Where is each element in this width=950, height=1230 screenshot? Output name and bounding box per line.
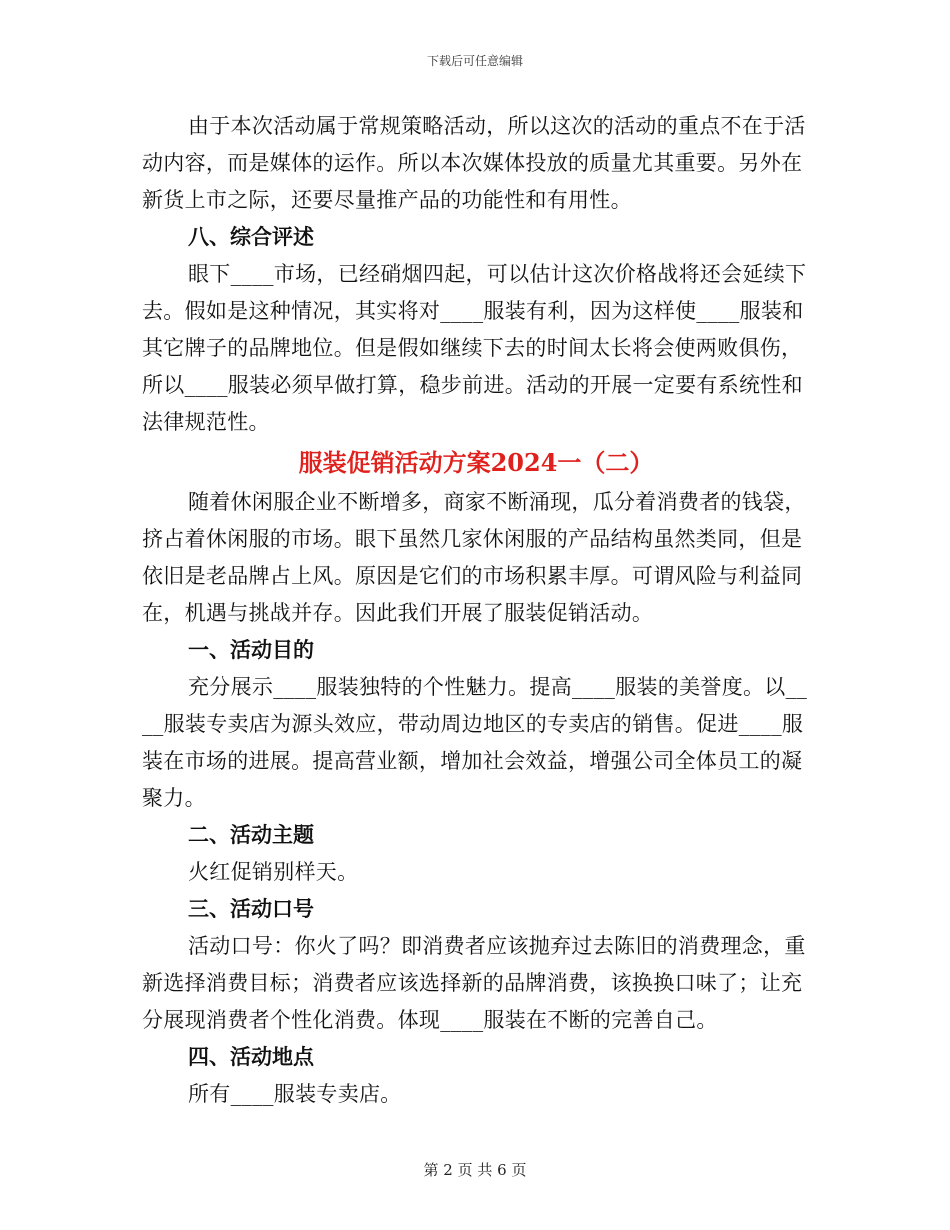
section-title: 服装促销活动方案2024一（二） <box>298 448 654 477</box>
heading-location: 四、活动地点 <box>188 1045 314 1069</box>
paragraph-slogan: 活动口号：你火了吗？即消费者应该抛弃过去陈旧的消费理念，重新选择消费目标；消费者应该选择新的品牌消费，该换换口味了；让充分展现消费者个性化消费。体现____服装在不断的完善自己。 <box>142 934 806 1032</box>
page-footer: 第 2 页 共 6 页 <box>423 1161 527 1179</box>
paragraph-location: 所有____服装专卖店。 <box>188 1082 402 1106</box>
paragraph-theme: 火红促销别样天。 <box>188 860 359 884</box>
heading-theme: 二、活动主题 <box>188 823 314 847</box>
document-body <box>142 108 810 1113</box>
page-header: 下载后可任意编辑 <box>426 54 523 68</box>
paragraph-summary: 眼下____市场，已经硝烟四起，可以估计这次价格战将还会延续下去。假如是这种情况，其实将对____服装有利，因为这样使____服装和其它牌子的品牌地位。但是假如继续下去的时间太长将会使两败俱伤，所以____服装必须早做打算，稳步前进。活动的开展一定要有系统性和法律规范性。 <box>142 262 807 434</box>
paragraph-intro: 随着休闲服企业不断增多，商家不断涌现，瓜分着消费者的钱袋，挤占着休闲服的市场。眼下虽然几家休闲服的产品结构虽然类同，但是依旧是老品牌占上风。原因是它们的市场积累丰厚。可谓风险与利益同在，机遇与挑战并存。因此我们开展了服装促销活动。 <box>142 490 806 625</box>
heading-purpose: 一、活动目的 <box>188 638 314 662</box>
paragraph-purpose: 充分展示____服装独特的个性魅力。提高____服装的美誉度。以____服装专卖店为源头效应，带动周边地区的专卖店的销售。促进____服装在市场的进展。提高营业额，增加社会效益，增强公司全体员工的凝聚力。 <box>142 675 808 810</box>
paragraph-media-focus: 由于本次活动属于常规策略活动，所以这次的活动的重点不在于活动内容，而是媒体的运作。所以本次媒体投放的质量尤其重要。另外在新货上市之际，还要尽量推产品的功能性和有用性。 <box>142 114 806 212</box>
heading-summary: 八、综合评述 <box>188 225 314 249</box>
heading-slogan: 三、活动口号 <box>188 897 314 921</box>
